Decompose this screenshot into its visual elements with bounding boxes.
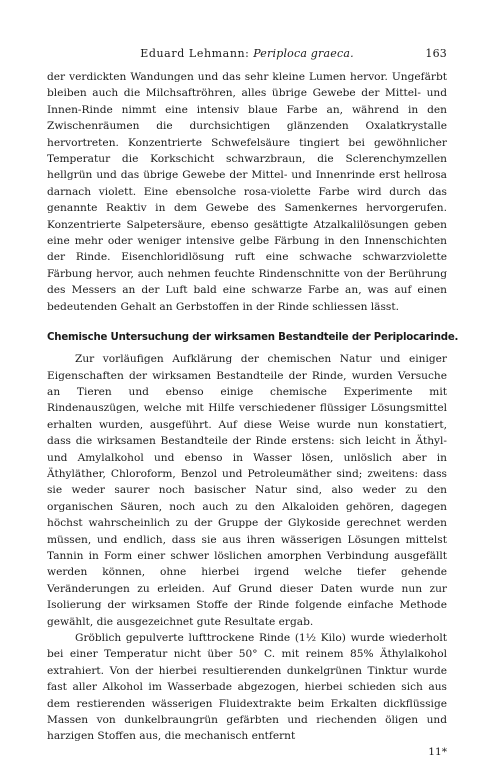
section-heading: Chemische Untersuchung der wirksamen Bestandteile der Periplocarinde. xyxy=(47,332,459,344)
signature-mark: 11* xyxy=(428,745,447,758)
body-paragraph-2: Zur vorläufigen Aufklärung der chemischen Natur und einiger Eigenschaften der wirksamen Bestandteile der Rinde, wurden Versuche an Tieren und ebenso einige chemische Experimente mit Rindenauszügen, welche mit Hilfe verschiedener flüssiger Lösungsmittel erhalten wurden, ausgeführt. Auf diese Weise wurde nun konstatiert, dass die wirksamen Bestandteile der Rinde erstens: sich leicht in Äthyl- und Amylalkohol und ebenso in Wasser lösen, unlöslich aber in Äthyläther, Chloroform, Benzol und Petroleumäther sind; zweitens: dass sie weder saurer noch basischer Natur sind, also weder zu den organischen Säuren, noch auch zu den Alkaloiden gehören, dagegen höchst wahrscheinlich zu der Gruppe der Glykoside gerechnet werden müssen, und endlich, dass sie aus ihren wässerigen Lösungen mittelst Tannin in Form einer schwer löslichen amorphen Verbindung ausgefällt werden können, ohne hierbei irgend welche tiefer gehende Veränderungen zu erleiden. Auf Grund dieser Daten wurde nun zur Isolierung der wirksamen Stoffe der Rinde folgende einfache Methode gewählt, die ausgezeichnet gute Resultate ergab. xyxy=(47,353,447,628)
running-head-author: Eduard Lehmann: xyxy=(140,47,250,60)
running-head-title: Periploca graeca. xyxy=(253,47,354,60)
running-head xyxy=(47,45,447,63)
body-paragraph-3: Gröblich gepulverte lufttrockene Rinde (1½ Kilo) wurde wiederholt bei einer Temperatur nicht über 50° C. mit reinem 85% Äthylalkohol extrahiert. Von der hierbei resultierenden dunkelgrünen Tinktur wurde fast aller Alkohol im Wasserbade abgezogen, hierbei schieden sich aus dem restierenden wässerigen Fluidextrakte beim Erkalten dickflüssige Massen von dunkelbraungrün gefärbten und riechenden öligen und harzigen Stoffen aus, die mechanisch entfernt xyxy=(47,632,447,743)
body-paragraph-1: der verdickten Wandungen und das sehr kleine Lumen hervor. Ungefärbt bleiben auch die Milchsaftröhren, alles übrige Gewebe der Mittel- und Innen-Rinde nimmt eine intensiv blaue Farbe an, während in den Zwischenräumen die durchsichtigen glänzenden Oxalatkrystalle hervortreten. Konzentrierte Schwefelsäure tingiert bei gewöhnlicher Temperatur die Korkschicht schwarzbraun, die Sclerenchymzellen hellgrün und das übrige Gewebe der Mittel- und Innenrinde erst hellrosa darnach violett. Eine ebensolche rosa-violette Farbe wird durch das genannte Reaktiv in dem Gewebe des Samenkernes hervorgerufen. Konzentrierte Salpetersäure, ebenso gesättigte Atzalkalilösungen geben eine mehr oder weniger intensive gelbe Färbung in den Innenschichten der Rinde. Eisenchloridlösung ruft eine schwache schwarzviolette Färbung hervor, auch nehmen feuchte Rindenschnitte von der Berührung des Messers an der Luft bald eine schwarze Farbe an, was auf einen bedeutenden Gehalt an Gerbstoffen in der Rinde schliessen lässt. xyxy=(47,71,447,313)
page-number: 163 xyxy=(425,47,447,60)
